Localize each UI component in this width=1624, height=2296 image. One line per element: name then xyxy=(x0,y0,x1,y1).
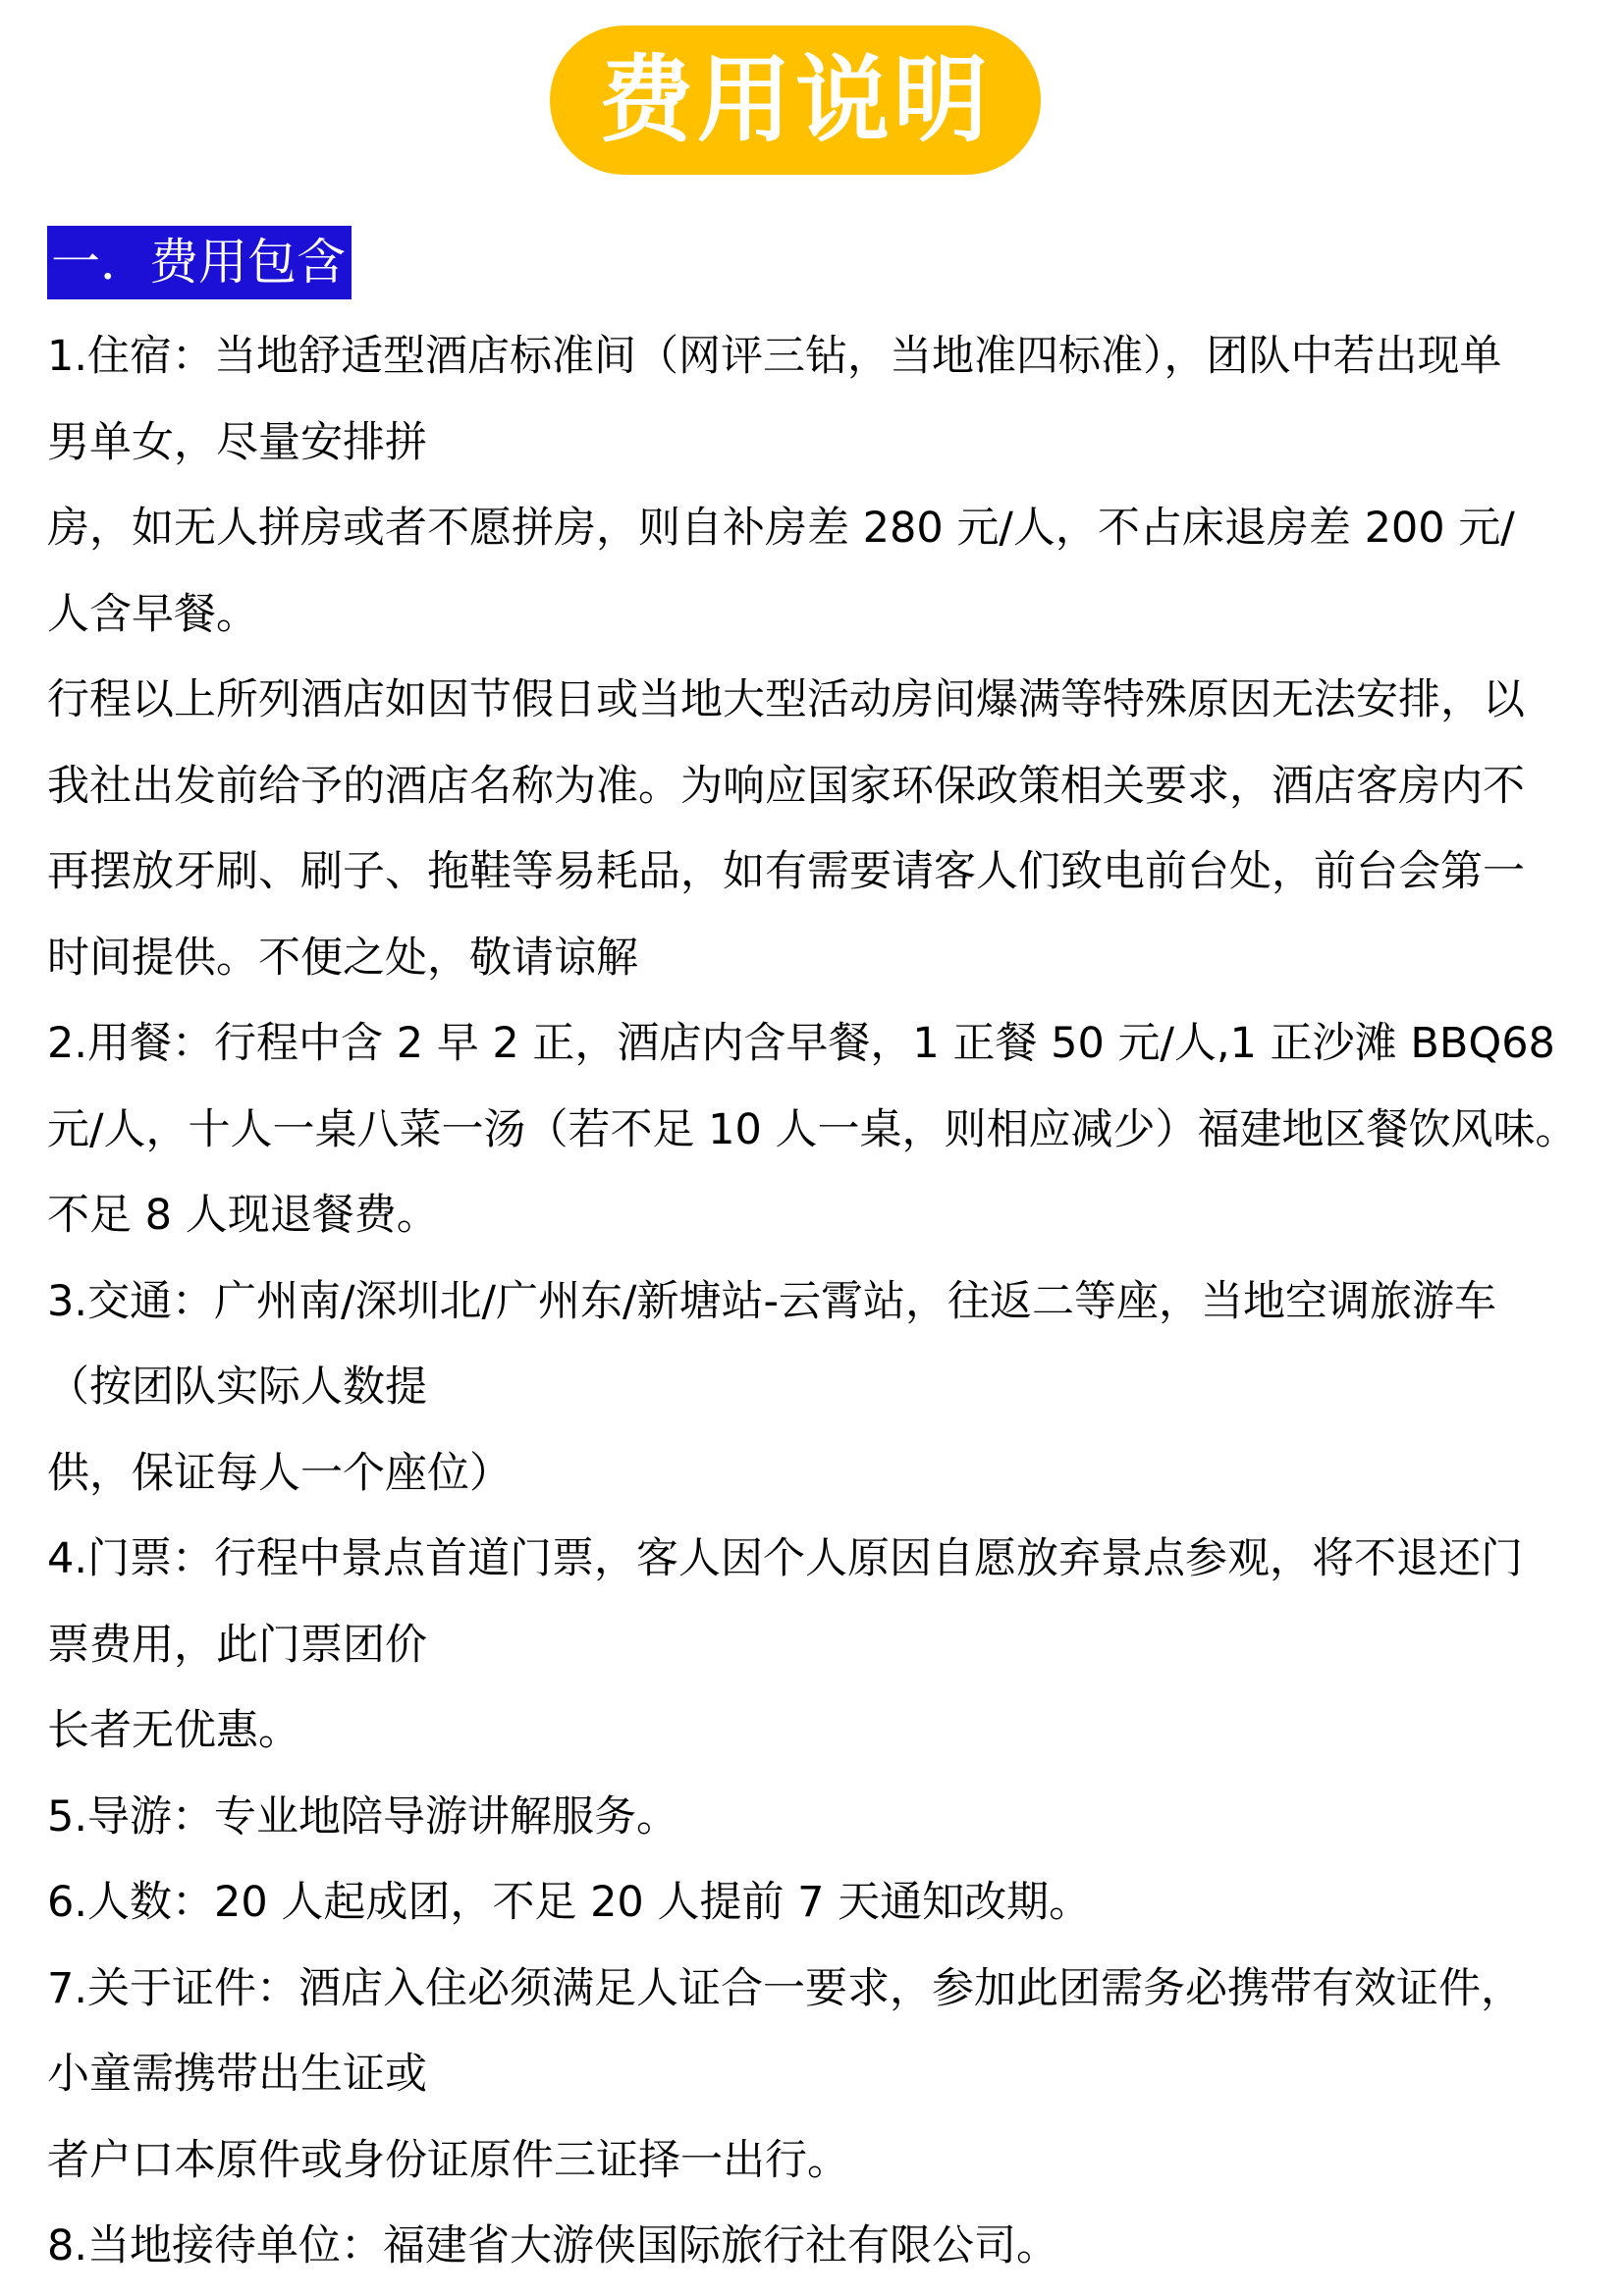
text-line: 再摆放牙刷、刷子、拖鞋等易耗品，如有需要请客人们致电前台处，前台会第一 xyxy=(47,847,1525,896)
text-line: 房，如无人拼房或者不愿拼房，则自补房差 280 元/人，不占床退房差 200 元/ xyxy=(47,504,1515,553)
text-line: 6.人数：20 人起成团，不足 20 人提前 7 天通知改期。 xyxy=(47,1878,1092,1927)
text-line: 元/人，十人一桌八菜一汤（若不足 10 人一桌，则相应减少）福建地区餐饮风味。 xyxy=(47,1104,1578,1154)
text-line: 时间提供。不便之处，敬请谅解 xyxy=(47,933,638,983)
text-line: 3.交通：广州南/深圳北/广州东/新塘站-云霄站，往返二等座，当地空调旅游车 xyxy=(47,1276,1497,1326)
text-line: 人含早餐。 xyxy=(47,589,258,639)
text-line: 男单女，尽量安排拼 xyxy=(47,417,427,467)
text-line: 2.用餐：行程中含 2 早 2 正，酒店内含早餐，1 正餐 50 元/人,1 正沙滩 BBQ68 xyxy=(47,1019,1555,1068)
text-line: 我社出发前给予的酒店名称为准。为响应国家环保政策相关要求，酒店客房内不 xyxy=(47,761,1525,811)
section-heading: 一．费用包含 xyxy=(47,226,352,299)
text-line: （按团队实际人数提 xyxy=(47,1362,427,1412)
text-line: 不足 8 人现退餐费。 xyxy=(47,1191,439,1240)
text-line: 小童需携带出生证或 xyxy=(47,2050,427,2099)
fee-details xyxy=(47,314,1594,2290)
text-line: 1.住宿：当地舒适型酒店标准间（网评三钻，当地准四标准），团队中若出现单 xyxy=(47,332,1502,381)
page-title: 费用说明 xyxy=(599,44,992,155)
title-banner xyxy=(550,26,1041,175)
text-line: 5.导游：专业地陪导游讲解服务。 xyxy=(47,1791,679,1842)
text-line: 票费用，此门票团价 xyxy=(47,1620,427,1670)
text-line: 7.关于证件：酒店入住必须满足人证合一要求，参加此团需务必携带有效证件， xyxy=(47,1963,1524,2013)
text-line: 长者无优惠。 xyxy=(47,1706,300,1755)
text-line: 行程以上所列酒店如因节假日或当地大型活动房间爆满等特殊原因无法安排，以 xyxy=(47,675,1525,724)
text-line: 供，保证每人一个座位） xyxy=(47,1448,512,1498)
text-line: 8.当地接待单位：福建省大游侠国际旅行社有限公司。 xyxy=(47,2221,1059,2270)
text-line: 4.门票：行程中景点首道门票，客人因个人原因自愿放弃景点参观，将不退还门 xyxy=(47,1534,1524,1583)
text-line: 者户口本原件或身份证原件三证择一出行。 xyxy=(47,2135,849,2185)
